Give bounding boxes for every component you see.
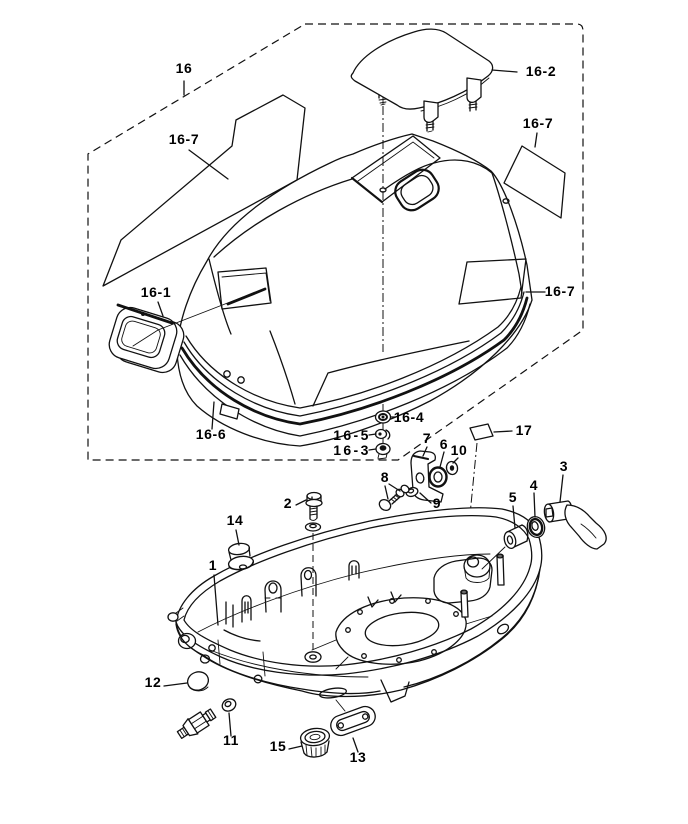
cap-leg-left [424,101,438,132]
bottom-cowling-outline [176,508,542,697]
decal-17 [470,424,493,440]
callout-16-1: 16-1 [140,284,172,300]
leader-10 [453,458,458,463]
clip-16-5-icon [376,430,390,440]
callout-10: 10 [450,442,468,458]
screw-8 [377,484,410,513]
screw-16-3-icon [376,444,390,460]
leader-14 [236,530,239,545]
plate-13 [328,700,378,738]
callout-5: 5 [508,489,518,505]
callout-1: 1 [208,557,218,573]
callout-16-6: 16-6 [195,426,227,442]
grommet-14 [228,542,255,571]
top-cap-16-2 [351,29,492,132]
grommet-16-4-icon [376,411,391,423]
callout-13: 13 [349,749,367,765]
callout-16-7-left: 16-7 [168,131,200,147]
callout-2: 2 [283,495,293,511]
washer-11 [220,697,238,714]
ring-6 [430,468,447,487]
callout-9: 9 [432,495,442,511]
callout-15: 15 [269,738,287,754]
leader-3 [560,475,563,502]
callout-8: 8 [380,469,390,485]
drain-fitting [175,706,218,743]
callout-16: 16 [175,60,193,76]
washer-10 [445,460,458,475]
plug-15 [300,727,331,757]
callout-16-3: 16-3 [333,442,371,458]
leader-15 [289,746,302,749]
cap-leg-right [467,78,481,111]
plate-13-to-slot [336,700,345,711]
callout-16-7-upper-right: 16-7 [522,115,554,131]
callout-16-2: 16-2 [525,63,557,79]
callout-3: 3 [559,458,569,474]
leader-16-2 [492,70,517,72]
callout-16-4: 16-4 [393,409,425,425]
callout-17: 17 [515,422,533,438]
leader-16-7b [535,133,537,147]
callout-7: 7 [422,430,432,446]
leader-4 [534,493,535,517]
leader-12 [164,683,187,686]
leader-6 [440,452,444,467]
cap-12 [185,669,211,693]
callout-11: 11 [223,732,239,748]
callout-14: 14 [226,512,244,528]
callout-6: 6 [439,436,449,452]
bottom-cowling [168,508,542,702]
callout-4: 4 [529,477,539,493]
leader-2 [296,500,306,505]
callout-16-5: 16-5 [333,427,371,443]
leader-17 [494,431,512,432]
decal-16-7-upper-right [504,146,565,218]
callout-12: 12 [144,674,162,690]
leader-16-1 [158,302,163,316]
callout-16-7-right: 16-7 [544,283,576,299]
